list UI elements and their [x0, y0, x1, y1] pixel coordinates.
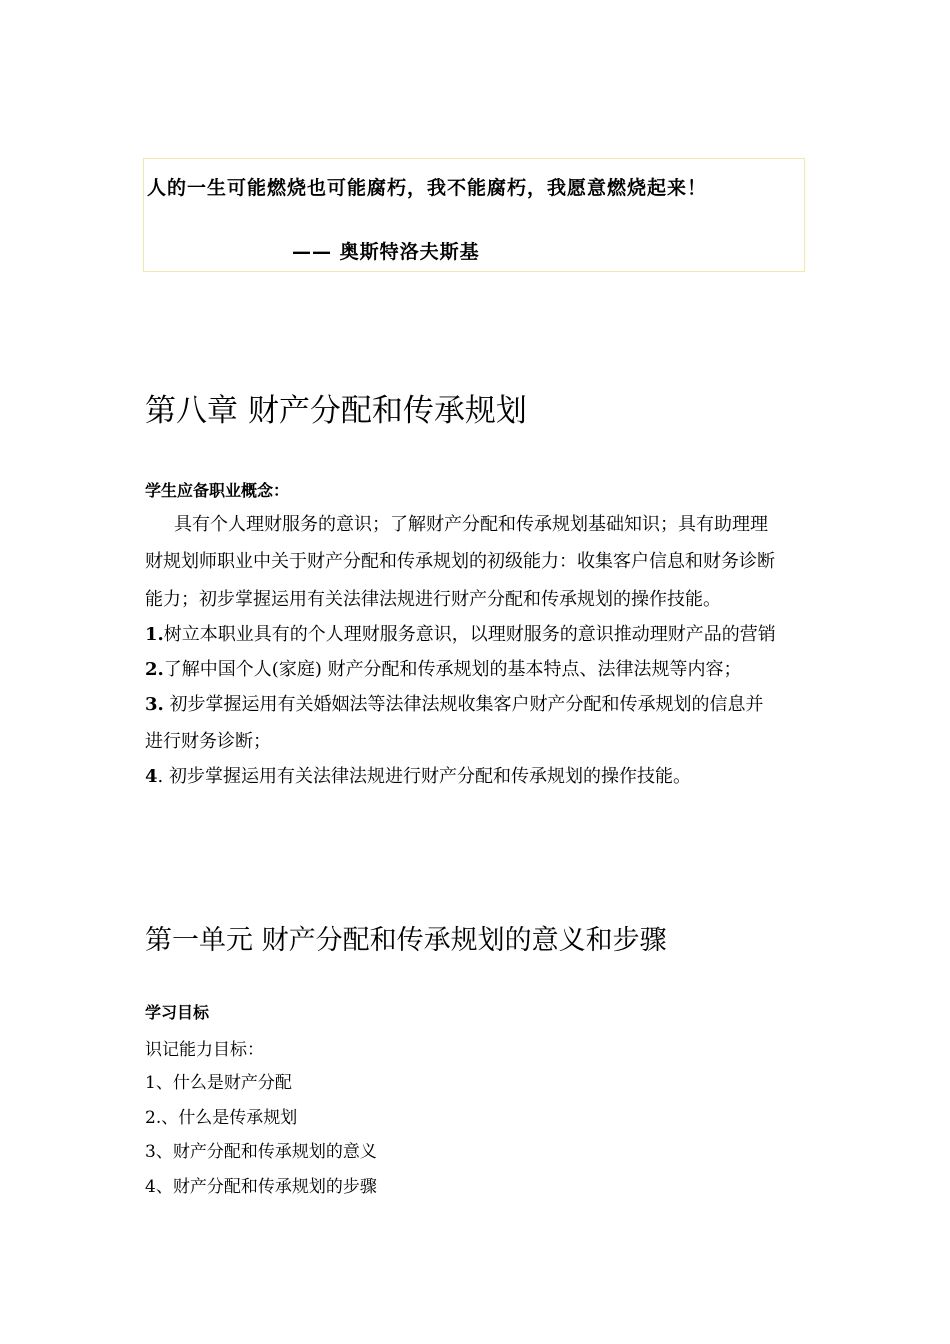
goal-item: 3、财产分配和传承规划的意义	[145, 1142, 377, 1162]
paragraph-line	[174, 510, 768, 536]
paragraph-line	[145, 690, 764, 716]
goal-item: 2.、什么是传承规划	[145, 1108, 298, 1128]
goal-item: 4、财产分配和传承规划的步骤	[145, 1177, 377, 1197]
line-text: 进行财务诊断；	[145, 731, 271, 752]
concept-label: 学生应备职业概念：	[145, 481, 290, 500]
paragraph-line	[145, 727, 271, 753]
goals-label: 学习目标	[145, 1003, 210, 1022]
quote-box	[143, 158, 805, 272]
paragraph-line	[145, 620, 776, 646]
line-number: 1.	[145, 624, 164, 645]
line-text: 能力；初步掌握运用有关法律法规进行财产分配和传承规划的操作技能。	[145, 589, 721, 610]
quote-author: —— 奥斯特洛夫斯基	[292, 241, 480, 263]
line-text: 初步掌握运用有关婚姻法等法律法规收集客户财产分配和传承规划的信息并	[163, 694, 764, 715]
paragraph-line	[145, 547, 775, 573]
goal-item: 1、什么是财产分配	[145, 1073, 292, 1093]
paragraph-line	[145, 655, 742, 681]
quote-text: 人的一生可能燃烧也可能腐朽，我不能腐朽，我愿意燃烧起来！	[147, 177, 708, 199]
goals-intro: 识记能力目标：	[145, 1040, 264, 1060]
line-text: 了解中国个人(家庭) 财产分配和传承规划的基本特点、法律法规等内容；	[163, 659, 742, 680]
line-number: 4	[145, 766, 158, 787]
line-text: 财规划师职业中关于财产分配和传承规划的初级能力：收集客户信息和财务诊断	[145, 551, 775, 572]
line-number: 3.	[145, 694, 164, 715]
paragraph-line	[145, 762, 691, 788]
line-text: 具有个人理财服务的意识；了解财产分配和传承规划基础知识；具有助理理	[174, 514, 768, 535]
line-text: . 初步掌握运用有关法律法规进行财产分配和传承规划的操作技能。	[157, 766, 691, 787]
line-number: 2.	[145, 659, 164, 680]
chapter-title: 第八章 财产分配和传承规划	[145, 393, 527, 429]
line-text: 树立本职业具有的个人理财服务意识，以理财服务的意识推动理财产品的营销	[163, 624, 776, 645]
unit-title: 第一单元 财产分配和传承规划的意义和步骤	[145, 925, 667, 956]
paragraph-line	[145, 585, 721, 611]
